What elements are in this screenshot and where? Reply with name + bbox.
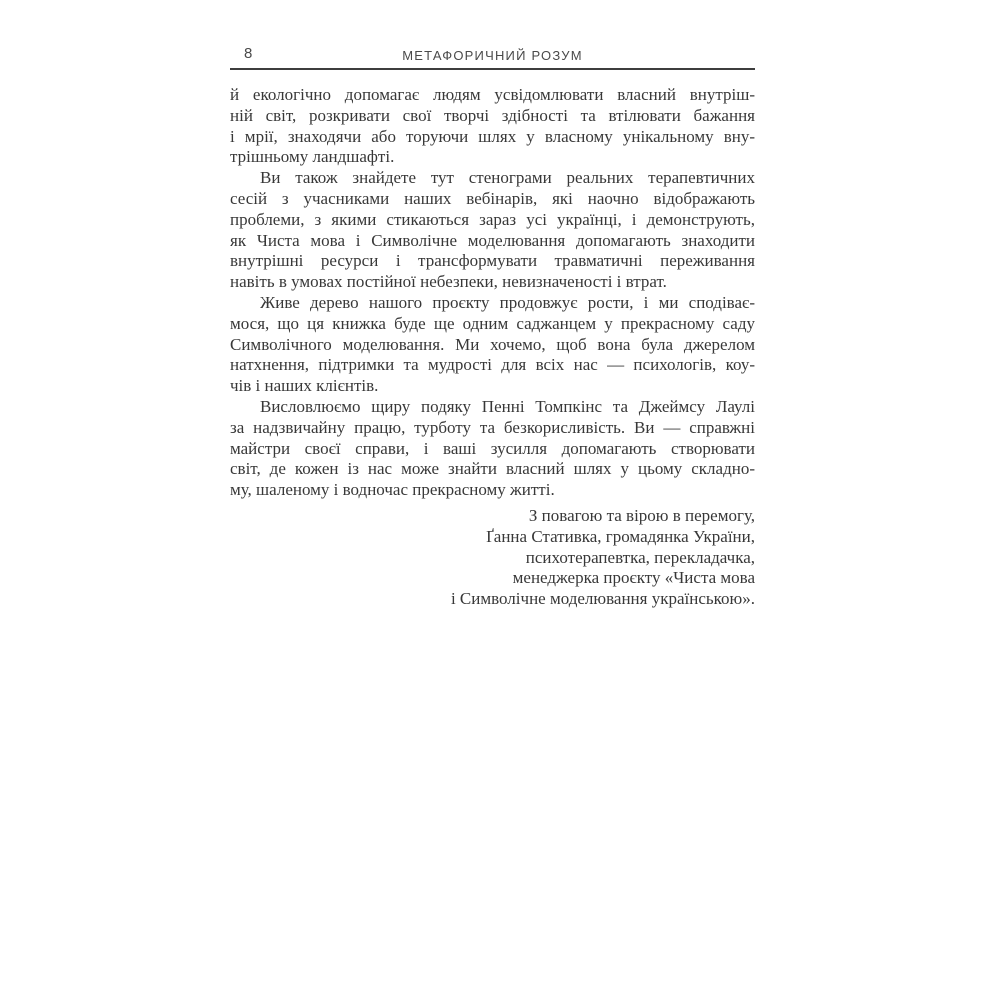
- text-line: трішньому ландшафті.: [230, 147, 395, 167]
- paragraph-4: [230, 397, 755, 501]
- text-line: майстри своєї справи, і ваші зусилля допомагають створювати: [230, 438, 755, 458]
- paragraph-2: [230, 168, 755, 293]
- text-line: внутрішні ресурси і трансформувати травматичні переживання: [230, 251, 755, 271]
- text-line: Живе дерево нашого проєкту продовжує рости, і ми сподіває-: [260, 292, 755, 312]
- text-line: і мрії, знаходячи або торуючи шлях у власному унікальному вну-: [230, 126, 755, 146]
- text-line: му, шаленому і водночас прекрасному житті.: [230, 480, 555, 500]
- text-line: за надзвичайну працю, турботу та безкорисливість. Ви — справжні: [230, 417, 755, 437]
- text-line: як Чиста мова і Символічне моделювання допомагають знаходити: [230, 230, 755, 250]
- text-line: світ, де кожен із нас може знайти власний шлях у цьому складно-: [230, 459, 755, 479]
- paragraph-1: [230, 85, 755, 168]
- signature-block: [230, 506, 755, 610]
- paragraph-3: [230, 293, 755, 397]
- signature-line: психотерапевтка, перекладачка,: [525, 547, 755, 567]
- page-header: [230, 42, 755, 70]
- signature-line: менеджерка проєкту «Чиста мова: [512, 568, 755, 588]
- signature-line: З повагою та вірою в перемогу,: [528, 505, 755, 525]
- text-line: Символічного моделювання. Ми хочемо, щоб вона була джерелом: [230, 334, 755, 354]
- text-line: мося, що ця книжка буде ще одним саджанцем у прекрасному саду: [230, 313, 755, 333]
- text-line: натхнення, підтримки та мудрості для всіх нас — психологів, коу-: [230, 355, 755, 375]
- signature-line: Ґанна Стативка, громадянка України,: [486, 526, 755, 546]
- text-line: сесій з учасниками наших вебінарів, які наочно відображають: [230, 188, 755, 208]
- text-line: навіть в умовах постійної небезпеки, невизначеності і втрат.: [230, 272, 667, 292]
- text-line: чів і наших клієнтів.: [230, 376, 379, 396]
- page-number: 8: [244, 45, 253, 62]
- running-title: МЕТАФОРИЧНИЙ РОЗУМ: [402, 48, 583, 63]
- page-body: [230, 85, 755, 610]
- text-line: ній світ, розкривати свої творчі здібності та втілювати бажання: [230, 105, 755, 125]
- text-line: Ви також знайдете тут стенограми реальних терапевтичних: [260, 168, 755, 188]
- signature-line: і Символічне моделювання українською».: [450, 589, 755, 609]
- text-line: й екологічно допомагає людям усвідомлювати власний внутріш-: [230, 85, 755, 104]
- text-line: Висловлюємо щиру подяку Пенні Томпкінс та Джеймсу Лаулі: [260, 396, 755, 416]
- text-line: проблеми, з якими стикаються зараз усі українці, і демонструють,: [230, 209, 755, 229]
